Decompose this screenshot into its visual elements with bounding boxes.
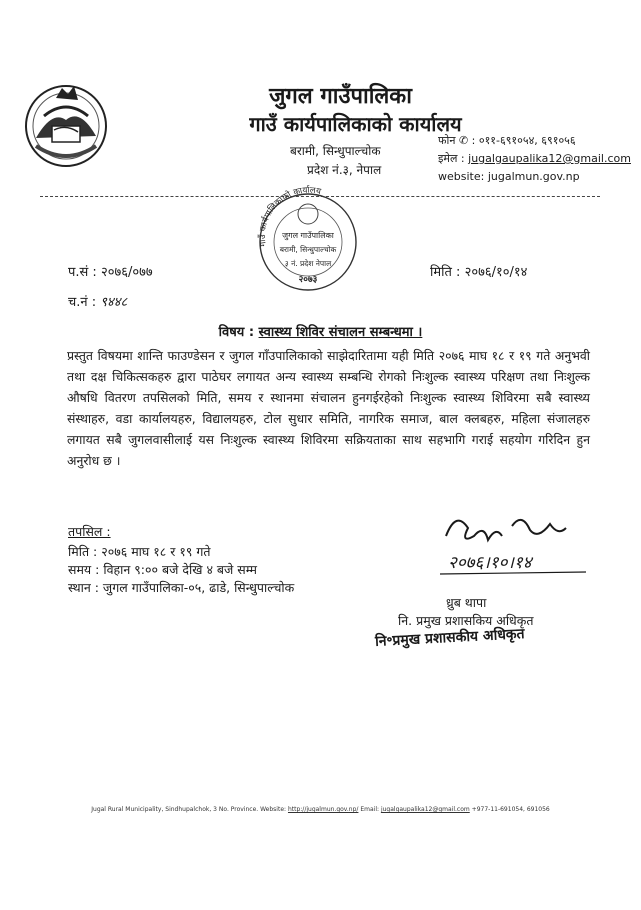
email-link[interactable]: jugalgaupalika12@gmail.com [468,152,631,165]
footer-email-link[interactable]: jugalgaupalika12@gmail.com [380,806,470,813]
signer-role: नि. प्रमुख प्रशासकिय अधिकृत [398,613,534,628]
contact-block [438,132,631,186]
date-value: २०७६/१०/१४ [464,265,528,280]
org-name: जुगल गाउँपालिका [269,84,412,109]
signer-name: ध्रुब थापा [446,595,487,610]
footer-website-link[interactable]: http://jugalmun.gov.np/ [287,806,359,813]
phone-line [438,132,631,150]
website-line [438,168,631,186]
dispatch-number [68,292,127,310]
email-line [438,150,631,168]
phone-icon: ✆ [458,134,469,147]
ref-label: प.सं : [68,265,97,280]
page-footer [0,806,641,813]
subject-line [0,322,641,340]
phone-label: फोन [438,134,456,147]
address-line-1: बरामी, सिन्धुपाल्चोक [290,144,381,158]
tapasil-title: तपसिल : [68,524,111,539]
letter-body: प्रस्तुत विषयमा शान्ति फाउण्डेसन र जुगल गाँउपालिकाको साझेदारितामा यही मिति २०७६ माघ १८ र १९ गते अनुभवी तथा दक्ष चिकित्सकहरु द्वारा पाठेघर लगायत अन्य स्वास्थ्य सम्बन्धि रोगको निःशुल्क स्वास्थ्य परिक्षण तथा निःशुल्क औषधि वितरण तपसिलको मिति, समय र स्थानमा संचालन हुनगईरहेको निःशुल्क स्वास्थ्य शिविरमा सबै स्वास्थ्य संस्थाहरु, वडा कार्यालयहरु, विद्यालयहरु, टोल सुधार समिति, नागरिक समाज, बाल क्लबहरु, महिला संजालहरु लगायत सबै जुगलवासीलाई यस निःशुल्क स्वास्थ्य शिविरमा सक्रियताका साथ सहभागि गराई सहयोग गरिदिन हुन अनुरोध छ । [67,348,590,468]
tapasil-place: स्थान : जुगल गाउँपालिका-०५, ढाडे, सिन्धुपाल्चोक [68,580,295,595]
chalani-value: ९४४८ [100,295,128,310]
address-line-2: प्रदेश नं.३, नेपाल [307,163,382,177]
designation-stamp: नि॰प्रमुख प्रशासकीय अधिकृत [374,626,525,650]
date-label: मिति : [430,265,461,280]
website-link[interactable]: jugalmun.gov.np [487,170,580,183]
tapasil-date: मिति : २०७६ माघ १८ र १९ गते [68,544,211,559]
handwritten-signature [426,506,596,584]
letter-date [430,262,527,280]
office-name: गाउँ कार्यपालिकाको कार्यालय [249,112,462,136]
stamp-line1: जुगल गाउँपालिका [282,231,334,240]
footer-email-label: Email: [360,806,380,813]
email-label: इमेल : [438,152,465,165]
phone-value: : ०११-६९१०५४, ६९१०५६ [471,134,576,147]
footer-phones: +977-11-691054, 691056 [471,806,550,813]
website-label: website: [438,170,485,183]
footer-prefix: Jugal Rural Municipality, Sindhupalchok, 3 No. Province. Website: [91,806,287,813]
reference-number [68,262,153,280]
tapasil-time: समय : विहान ९:०० बजे देखि ४ बजे सम्म [68,562,257,577]
stamp-year: २०७३ [298,275,318,285]
subject-label: विषय : [218,325,255,340]
handwritten-date: २०७६।१०।१४ [448,553,532,573]
tapasil-details [68,543,294,597]
ref-value: २०७६/०७७ [100,265,153,280]
stamp-arc-text: गाउँ कार्यपालिकाको कार्यालय [257,185,322,248]
subject-text: स्वास्थ्य शिविर संचालन सम्बन्धमा । [258,325,423,340]
stamp-line4: ३ नं. प्रदेश नेपाल [284,259,332,268]
chalani-label: च.नं : [68,295,97,310]
stamp-line3: बरामी, सिन्धुपाल्चोक [279,245,337,254]
office-stamp [248,182,368,294]
